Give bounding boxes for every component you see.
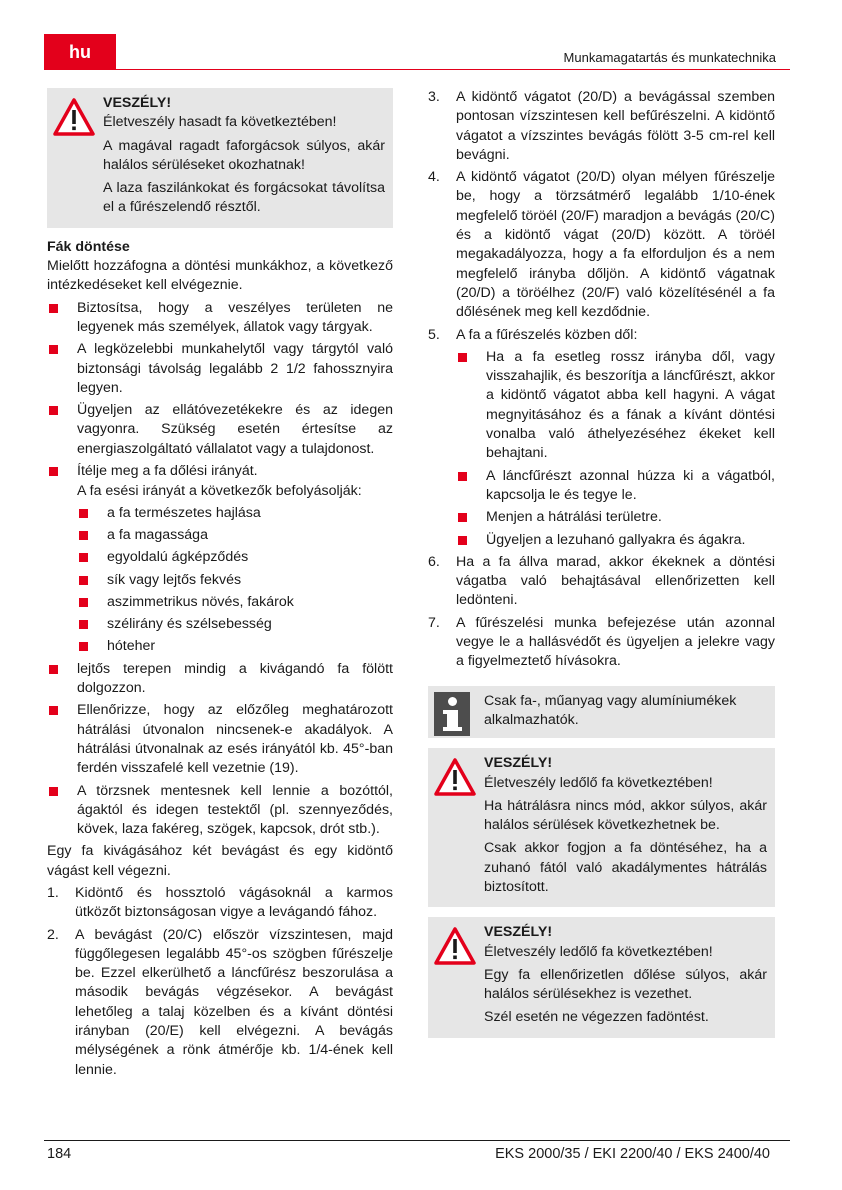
- bullet-square-icon: [49, 406, 58, 415]
- bullet-square-icon: [79, 509, 88, 518]
- list-item: Biztosítsa, hogy a veszélyes területen ne legyenek más személyek, állatok vagy tárgyak.: [47, 299, 393, 338]
- list-item: Ítélje meg a fa dőlési irányát. A fa esési irányát a következők befolyásolják: a fa természetes hajlása a fa magassága egyoldalú ágképződés sík vagy lejtős fekvés aszimmetrikus növés, fakárok szélirány és szélsebesség hóteher: [47, 462, 393, 657]
- warning-triangle-icon: [53, 98, 95, 136]
- warning-triangle-icon: [434, 927, 476, 965]
- list-item: a fa magassága: [77, 526, 393, 545]
- list-item: Ellenőrizze, hogy az előzőleg meghatározott hátrálási útvonalon nincsenek-e akadályok. A hátrálási útvonalnak az esés irányától kb. 45°-ban ferdén visszafelé kell vezetnie (19).: [47, 701, 393, 778]
- danger-line: Ha hátrálásra nincs mód, akkor súlyos, akár halálos sérülések következhetnek be.: [484, 797, 767, 834]
- section-title: Munkamagatartás és munkatechnika: [563, 50, 776, 65]
- list-item: a fa természetes hajlása: [77, 504, 393, 523]
- bullet-square-icon: [49, 467, 58, 476]
- list-item: Ha a fa esetleg rossz irányba dől, vagy visszahajlik, és beszorítja a láncfűrészt, akkor a kidöntő vágatot abba kell hagyni. A vágat megnyitásához és a fának a kívánt döntési vonalba való áthelyezéséhez ékeket kell behajtani.: [456, 348, 775, 464]
- list-item: A törzsnek mentesnek kell lennie a bozóttól, ágaktól és idegen testektől (pl. szennyeződés, kövek, laza fakéreg, szögek, kapcsok, drót stb.).: [47, 782, 393, 840]
- footer-rule: [44, 1140, 790, 1141]
- info-box-wedges: [428, 686, 775, 739]
- danger-title: VESZÉLY!: [103, 95, 172, 111]
- bullet-square-icon: [458, 536, 467, 545]
- list-item: egyoldalú ágképződés: [77, 548, 393, 567]
- bullet-square-icon: [49, 706, 58, 715]
- danger-box-no-retreat: [428, 748, 775, 907]
- step-item: 7. A fűrészelési munka befejezése után azonnal vegye le a hallásvédőt és ügyeljen a jelekre vagy a figyelmeztető hívásokra.: [428, 614, 775, 670]
- step-item: 4. A kidöntő vágatot (20/D) olyan mélyen fűrészelje be, hogy a törzsátmérő legalább 1/10-ének megfelelő töröél (20/F) maradjon a bevágás (20/C) és a kidöntő vágat (20/D) között. A töröél megakadályozza, hogy a fa elforduljon és a nem megfelelő irányba dőljön. A kidöntő vágatnak (20/D) a töröélhez (20/F) való közelítésénél a fa dőlésének meg kell kezdődnie.: [428, 169, 775, 321]
- bullet-square-icon: [458, 472, 467, 481]
- danger-line: Egy fa ellenőrizetlen dőlése súlyos, akár halálos sérülésekhez is vezethet.: [484, 966, 767, 1003]
- step-item: 6. Ha a fa állva marad, akkor ékeknek a döntési vágatba való behajtásával ellenőrizetten kell ledönteni.: [428, 553, 775, 609]
- list-item: Ügyeljen a lezuhanó gallyakra és ágakra.: [456, 531, 775, 550]
- bullet-square-icon: [79, 620, 88, 629]
- list-item: sík vagy lejtős fekvés: [77, 571, 393, 590]
- list-item: szélirány és szélsebesség: [77, 615, 393, 634]
- felling-steps-right: [428, 88, 775, 672]
- page-number: 184: [47, 1146, 72, 1162]
- danger-line: Életveszély ledőlő fa következtében!: [484, 943, 713, 960]
- bullet-square-icon: [49, 345, 58, 354]
- bullet-square-icon: [79, 642, 88, 651]
- bullet-square-icon: [49, 665, 58, 674]
- bullet-square-icon: [49, 787, 58, 796]
- bullet-square-icon: [458, 513, 467, 522]
- danger-line: Életveszély hasadt fa következtében!: [103, 114, 337, 131]
- step-item: 2. A bevágást (20/C) először vízszintesen, majd függőlegesen legalább 45°-os szögben fűrészelje be. Ezzel elkerülhető a láncfűrész beszorulása a második bevágás végzésekor. A bevágást lehetőleg a talaj közelben és a kívánt döntési irányban (20/E) kell elvégezni. A bevágás mélységének a rönk átmérője kb. 1/4-ének kell lennie.: [47, 926, 393, 1078]
- right-column: [428, 88, 775, 1048]
- precaution-list: [47, 299, 393, 840]
- list-item: Menjen a hátrálási területre.: [456, 508, 775, 527]
- bullet-square-icon: [49, 304, 58, 313]
- language-tab: hu: [44, 34, 116, 70]
- list-item: A láncfűrészt azonnal húzza ki a vágatból, kapcsolja le és tegye le.: [456, 467, 775, 506]
- danger-title: VESZÉLY!: [484, 755, 553, 772]
- list-item: Ügyeljen az ellátóvezetékekre és az idegen vagyonra. Szükség esetén értesítse az energiaszolgáltató vállalatot vagy a tulajdonost.: [47, 401, 393, 459]
- model-designation: EKS 2000/35 / EKI 2200/40 / EKS 2400/40: [495, 1146, 770, 1162]
- danger-box-uncontrolled-fall: [428, 917, 775, 1037]
- section-heading: Fák döntése: [47, 238, 130, 255]
- fall-actions-list: [456, 348, 775, 550]
- info-text: Csak fa-, műanyag vagy alumíniumékek alkalmazhatók.: [484, 692, 737, 728]
- danger-line: Szél esetén ne végezzen fadöntést.: [484, 1009, 709, 1026]
- step-item: 5. A fa a fűrészelés közben dől: Ha a fa esetleg rossz irányba dől, vagy visszahajlik, és beszorítja a láncfűrészt, akkor a kidöntő vágatot abba kell hagyni. A vágat megnyitásához és a fának a kívánt döntési vonalba való áthelyezéséhez ékeket kell behajtani. A láncfűrészt azonnal húzza ki a vágatból, kapcsolja le és tegye le. Menjen a hátrálási területre. Ügyeljen a lezuhanó gallyakra és ágakra.: [428, 326, 775, 550]
- bullet-square-icon: [79, 553, 88, 562]
- warning-triangle-icon: [434, 758, 476, 796]
- danger-line: A laza faszilánkokat és forgácsokat távolítsa el a fűrészelendő résztől.: [103, 180, 385, 216]
- danger-line: Csak akkor fogjon a fa döntéséhez, ha a zuhanó fától való akadálymentes hátrálás biztosított.: [484, 840, 767, 895]
- header-rule: [44, 69, 790, 70]
- list-item: aszimmetrikus növés, fakárok: [77, 593, 393, 612]
- step-item: 3. A kidöntő vágatot (20/D) a bevágással szemben pontosan vízszintesen kell befűrészelni. A kidöntő vágatot a vízszintes bevágás fölött 3-5 cm-rel kell bevágni.: [428, 89, 775, 163]
- danger-line: A magával ragadt faforgácsok súlyos, akár halálos sérüléseket okozhatnak!: [103, 137, 385, 173]
- step-item: 1. Kidöntő és hossztoló vágásoknál a karmos ütközőt biztonságosan vigye a levágandó fához.: [47, 884, 393, 921]
- list-item: A legközelebbi munkahelytől vagy tárgytól való biztonsági távolság legalább 2 1/2 fahossznyira legyen.: [47, 340, 393, 398]
- list-item: hóteher: [77, 637, 393, 656]
- cuts-intro: Egy fa kivágásához két bevágást és egy kidöntő vágást kell végezni.: [47, 843, 393, 879]
- direction-intro: A fa esési irányát a következők befolyásolják:: [77, 483, 362, 500]
- danger-line: Életveszély ledőlő fa következtében!: [484, 774, 713, 791]
- left-column: [47, 88, 393, 1083]
- felling-steps-left: [47, 884, 393, 1080]
- bullet-square-icon: [79, 531, 88, 540]
- info-icon: [434, 692, 470, 736]
- bullet-square-icon: [79, 576, 88, 585]
- danger-title: VESZÉLY!: [484, 924, 553, 941]
- bullet-square-icon: [458, 353, 467, 362]
- danger-box-split-wood: [47, 88, 393, 228]
- factor-list: [77, 504, 393, 657]
- list-item: lejtős terepen mindig a kivágandó fa fölött dolgozzon.: [47, 660, 393, 699]
- intro-paragraph: Mielőtt hozzáfogna a döntési munkákhoz, a következő intézkedéseket kell elvégeznie.: [47, 258, 393, 294]
- bullet-square-icon: [79, 598, 88, 607]
